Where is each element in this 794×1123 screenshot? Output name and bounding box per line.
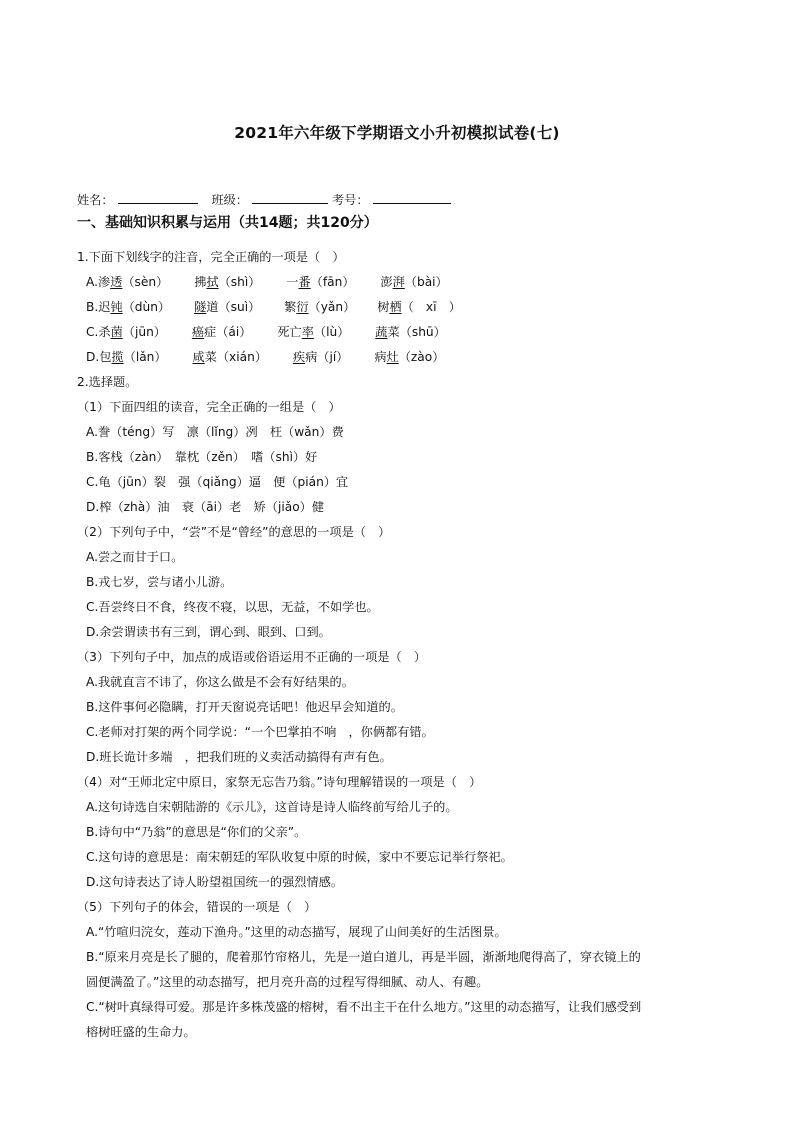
- exam-no-label: 考号：: [332, 193, 369, 207]
- q2-sub3-option-c: C.老师对打架的两个同学说：“一个巴掌拍不响 ，你俩都有错。: [86, 725, 434, 739]
- q2-sub5-option-c-line2: 榕树旺盛的生命力。: [86, 1025, 196, 1039]
- section-heading: 一、基础知识积累与运用（共14题；共120分）: [77, 215, 378, 231]
- q2-sub1-option-d: D.榨（zhà）油 衰（āi）老 矫（jiǎo）健: [86, 500, 325, 514]
- q2-sub3-option-b: B.这件事何必隐瞒，打开天窗说亮话吧！他迟早会知道的。: [86, 700, 403, 714]
- q2-sub5-option-b-line2: 圆便满盈了。”这里的动态描写，把月亮升高的过程写得细腻、动人、有趣。: [86, 975, 489, 989]
- q2-sub2-option-a: A.尝之而甘于口。: [86, 550, 184, 564]
- q2-sub1-option-b: B.客栈（zàn） 靠枕（zěn） 嗜（shì）好: [86, 450, 318, 464]
- q2-sub2-option-c: C.吾尝终日不食，终夜不寝，以思，无益，不如学也。: [86, 600, 379, 614]
- q2-sub5-option-c-line1: C.“树叶真绿得可爱。那是许多株茂盛的榕树，看不出主干在什么地方。”这里的动态描写，让我们感受到: [86, 1000, 642, 1014]
- q2-sub1-stem: （1）下面四组的读音，完全正确的一组是（ ）: [77, 400, 341, 414]
- q2-sub4-option-c: C.这句诗的意思是：南宋朝廷的军队收复中原的时候，家中不要忘记举行祭祀。: [86, 850, 513, 864]
- exam-title: 2021年六年级下学期语文小升初模拟试卷(七): [234, 124, 560, 142]
- class-blank[interactable]: [252, 190, 328, 204]
- q1-option-a: A.渗透（sèn） 拂拭（shì） 一番（fān） 澎湃（bài）: [86, 275, 448, 289]
- q2-sub3-option-a: A.我就直言不讳了，你这么做是不会有好结果的。: [86, 675, 354, 689]
- name-blank[interactable]: [118, 190, 198, 204]
- q2-sub4-option-b: B.诗句中“乃翁”的意思是“你们的父亲”。: [86, 825, 307, 839]
- q2-sub1-option-c: C.龟（jūn）裂 强（qiǎng）逼 便（pián）宜: [86, 475, 349, 489]
- q2-sub4-stem: （4）对“王师北定中原日，家祭无忘告乃翁。”诗句理解错误的一项是（ ）: [77, 775, 482, 789]
- q1-stem: 1.下面下划线字的注音，完全正确的一项是（ ）: [77, 250, 345, 264]
- q2-sub2-option-b: B.戎七岁，尝与诸小儿游。: [86, 575, 233, 589]
- q2-stem: 2.选择题。: [77, 375, 138, 389]
- q2-sub2-option-d: D.余尝谓读书有三到，谓心到、眼到、口到。: [86, 625, 331, 639]
- q2-sub2-stem: （2）下列句子中，“尝”不是“曾经”的意思的一项是（ ）: [77, 525, 391, 539]
- q2-sub5-option-a: A.“竹喧归浣女，莲动下渔舟。”这里的动态描写，展现了山间美好的生活图景。: [86, 925, 507, 939]
- q2-sub4-option-d: D.这句诗表达了诗人盼望祖国统一的强烈情感。: [86, 875, 344, 889]
- student-info-fields: [77, 190, 455, 208]
- name-label: 姓名：: [77, 193, 114, 207]
- q2-sub1-option-a: A.誊（téng）写 凛（lǐng）冽 枉（wǎn）费: [86, 425, 344, 439]
- q1-option-b: B.迟钝（dùn） 隧道（suì） 繁衍（yǎn） 树栖（ xī ）: [86, 300, 461, 314]
- class-label: 班级：: [211, 193, 248, 207]
- exam-no-blank[interactable]: [373, 190, 451, 204]
- q2-sub5-stem: （5）下列句子的体会，错误的一项是（ ）: [77, 900, 317, 914]
- q1-option-c: C.杀菌（jūn） 癌症（ái） 死亡率（lù） 蔬菜（shū）: [86, 325, 446, 339]
- q2-sub4-option-a: A.这句诗选自宋朝陆游的《示儿》，这首诗是诗人临终前写给儿子的。: [86, 800, 458, 814]
- q2-sub3-stem: （3）下列句子中，加点的成语或俗语运用不正确的一项是（ ）: [77, 650, 427, 664]
- q1-option-d: D.包揽（lǎn） 咸菜（xián） 疾病（jí） 病灶（zào）: [86, 350, 445, 364]
- q2-sub3-option-d: D.班长诡计多端 ，把我们班的义卖活动搞得有声有色。: [86, 750, 392, 764]
- q2-sub5-option-b-line1: B.“原来月亮是长了腿的，爬着那竹帘格儿，先是一道白道儿，再是半圆，渐渐地爬得高了，穿衣镜上的: [86, 950, 641, 964]
